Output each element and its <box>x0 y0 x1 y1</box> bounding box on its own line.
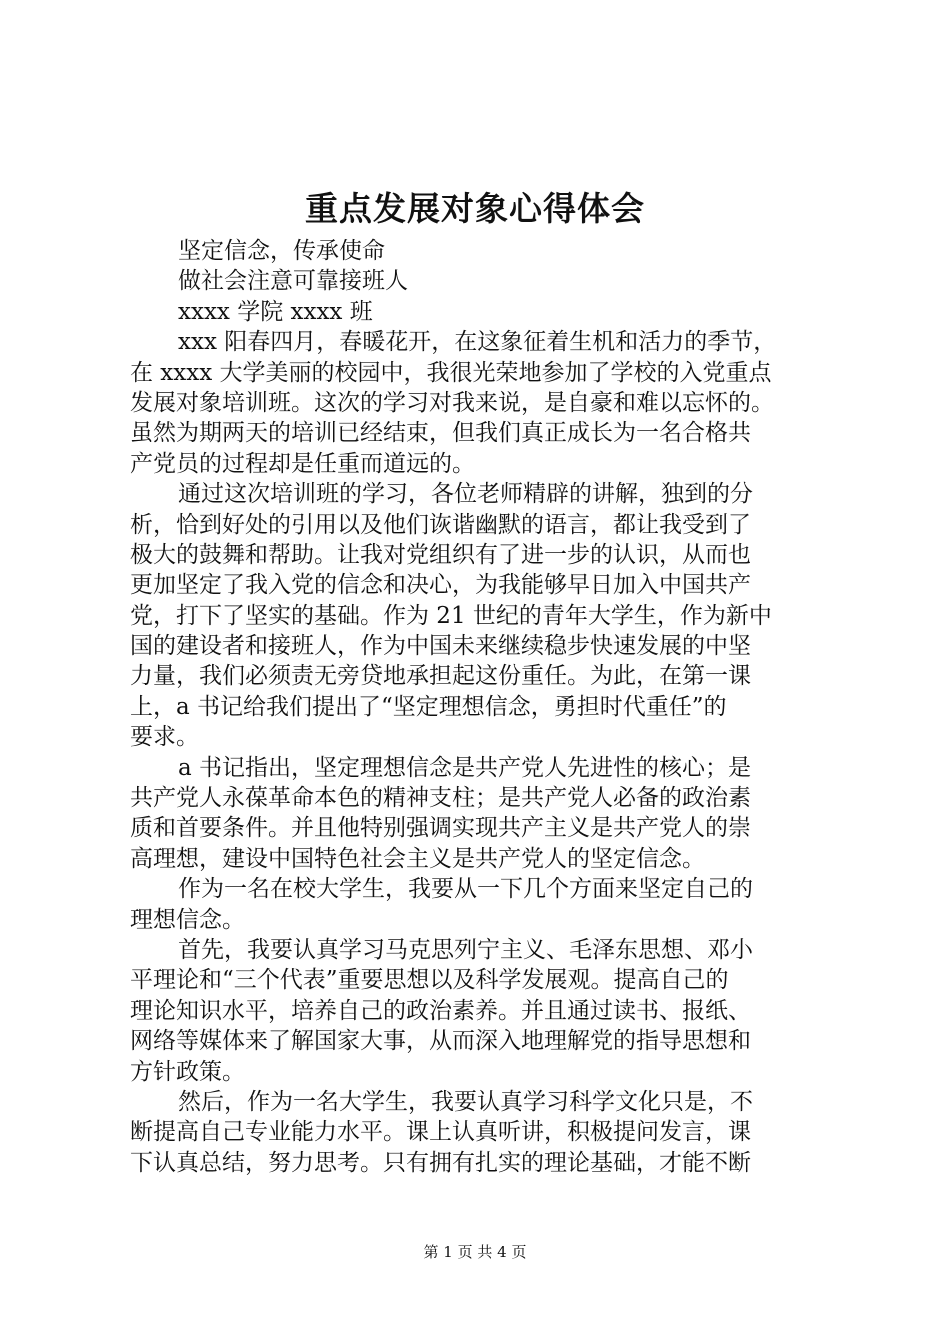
text-line: 质和首要条件。并且他特别强调实现共产主义是共产党人的崇 <box>130 815 751 842</box>
text-line: 在 xxxx 大学美丽的校园中，我很光荣地参加了学校的入党重点 <box>130 359 772 386</box>
text-line: 产党员的过程却是任重而道远的。 <box>130 450 475 477</box>
text-line: 党，打下了坚实的基础。作为 21 世纪的青年大学生，作为新中 <box>130 602 772 629</box>
text-line: 理想信念。 <box>130 906 245 933</box>
text-line: 析，恰到好处的引用以及他们诙谐幽默的语言，都让我受到了 <box>130 511 751 538</box>
text-line: 要求。 <box>130 724 199 751</box>
text-line: 作为一名在校大学生，我要从一下几个方面来坚定自己的 <box>178 876 753 903</box>
text-line: 做社会注意可靠接班人 <box>178 268 408 295</box>
text-line: xxx 阳春四月，春暖花开，在这象征着生机和活力的季节， <box>178 329 777 356</box>
text-line: 然后，作为一名大学生，我要认真学习科学文化只是，不 <box>178 1088 753 1115</box>
document-body <box>130 236 830 1178</box>
text-line: 更加坚定了我入党的信念和决心，为我能够早日加入中国共产 <box>130 572 751 599</box>
text-line: 发展对象培训班。这次的学习对我来说，是自豪和难以忘怀的。 <box>130 389 774 416</box>
text-line: 平理论和“三个代表”重要思想以及科学发展观。提高自己的 <box>130 967 729 994</box>
text-line: 国的建设者和接班人，作为中国未来继续稳步快速发展的中坚 <box>130 633 751 660</box>
text-line: 虽然为期两天的培训已经结束，但我们真正成长为一名合格共 <box>130 420 751 447</box>
text-line: 上，a 书记给我们提出了“坚定理想信念，勇担时代重任”的 <box>130 693 727 720</box>
text-line: 网络等媒体来了解国家大事，从而深入地理解党的指导思想和 <box>130 1028 751 1055</box>
text-line: 高理想，建设中国特色社会主义是共产党人的坚定信念。 <box>130 845 705 872</box>
text-line: a 书记指出，坚定理想信念是共产党人先进性的核心；是 <box>178 754 752 781</box>
document-title: 重点发展对象心得体会 <box>305 189 645 228</box>
text-line: 方针政策。 <box>130 1058 245 1085</box>
text-line: xxxx 学院 xxxx 班 <box>178 298 373 325</box>
text-line: 断提高自己专业能力水平。课上认真听讲，积极提问发言，课 <box>130 1119 751 1146</box>
text-line: 通过这次培训班的学习，各位老师精辟的讲解，独到的分 <box>178 481 753 508</box>
text-line: 共产党人永葆革命本色的精神支柱；是共产党人必备的政治素 <box>130 785 751 812</box>
text-line: 力量，我们必须责无旁贷地承担起这份重任。为此，在第一课 <box>130 663 751 690</box>
text-line: 理论知识水平，培养自己的政治素养。并且通过读书、报纸、 <box>130 997 751 1024</box>
text-line: 极大的鼓舞和帮助。让我对党组织有了进一步的认识，从而也 <box>130 541 751 568</box>
text-line: 坚定信念，传承使命 <box>178 238 385 264</box>
page-footer: 第 1 页 共 4 页 <box>423 1243 527 1261</box>
text-line: 首先，我要认真学习马克思列宁主义、毛泽东思想、邓小 <box>178 936 753 963</box>
text-line: 下认真总结，努力思考。只有拥有扎实的理论基础，才能不断 <box>130 1149 751 1176</box>
